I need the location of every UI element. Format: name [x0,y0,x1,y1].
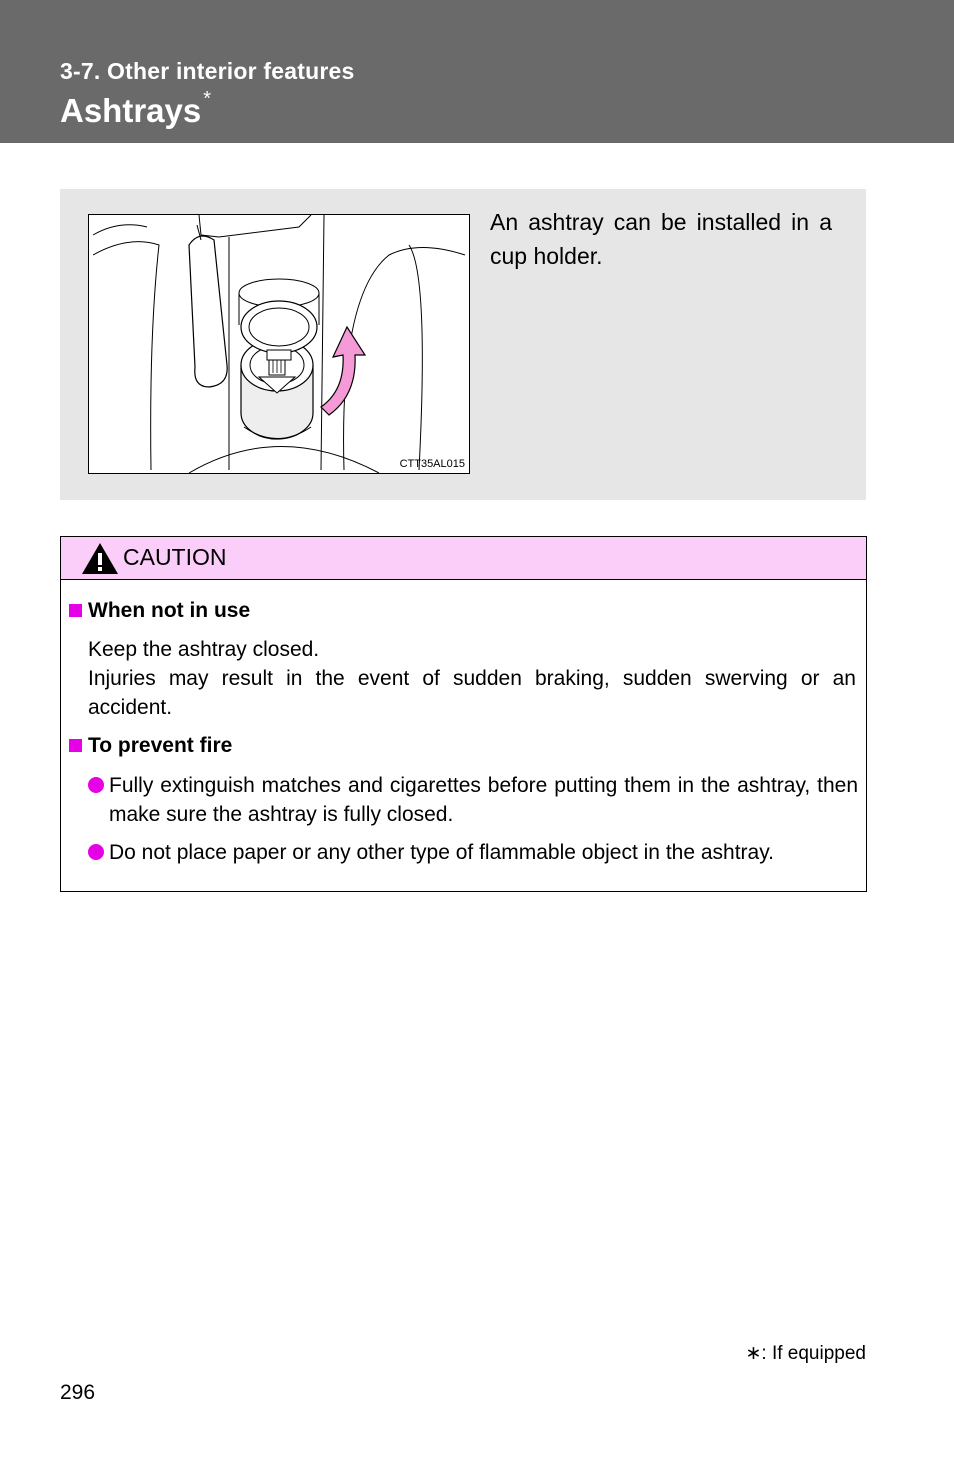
open-direction-arrow [321,327,365,415]
if-equipped-mark: * [203,88,212,110]
info-box [60,189,866,500]
page-number: 296 [60,1381,96,1404]
caution-box [60,536,867,892]
subheading-text: To prevent fire [88,734,233,757]
bullet-text: Do not place paper or any other type of flammable object in the ashtray. [109,841,774,864]
bullet-item [88,838,858,867]
ashtray-drawing [89,215,469,473]
figure-code: CTT35AL015 [399,458,465,470]
round-bullet-icon [88,777,104,793]
square-bullet-icon [69,739,82,752]
caution-line: Injuries may result in the event of sudden braking, sudden swerving or an accident. [88,667,856,719]
caution-paragraph [88,635,856,722]
round-bullet-icon [88,844,104,860]
bullet-text: Fully extinguish matches and cigarettes before putting them in the ashtray, then make sure the ashtray is fully closed. [109,774,858,826]
subheading-when-not-in-use [69,599,250,623]
page-title [60,88,212,130]
page-title-text: Ashtrays [60,92,202,129]
section-label: 3-7. Other interior features [60,58,355,84]
bullet-item [88,771,858,829]
subheading-to-prevent-fire [69,734,232,758]
page-header [0,0,954,143]
square-bullet-icon [69,604,82,617]
ashtray-illustration [88,214,470,474]
caution-header [61,537,866,580]
info-text: An ashtray can be installed in a cup holder. [490,209,832,269]
caution-line: Keep the ashtray closed. [88,638,320,661]
warning-triangle-icon [81,542,119,575]
subheading-text: When not in use [88,599,251,622]
footnote: ∗: If equipped [745,1343,866,1364]
caution-label: CAUTION [123,544,227,570]
